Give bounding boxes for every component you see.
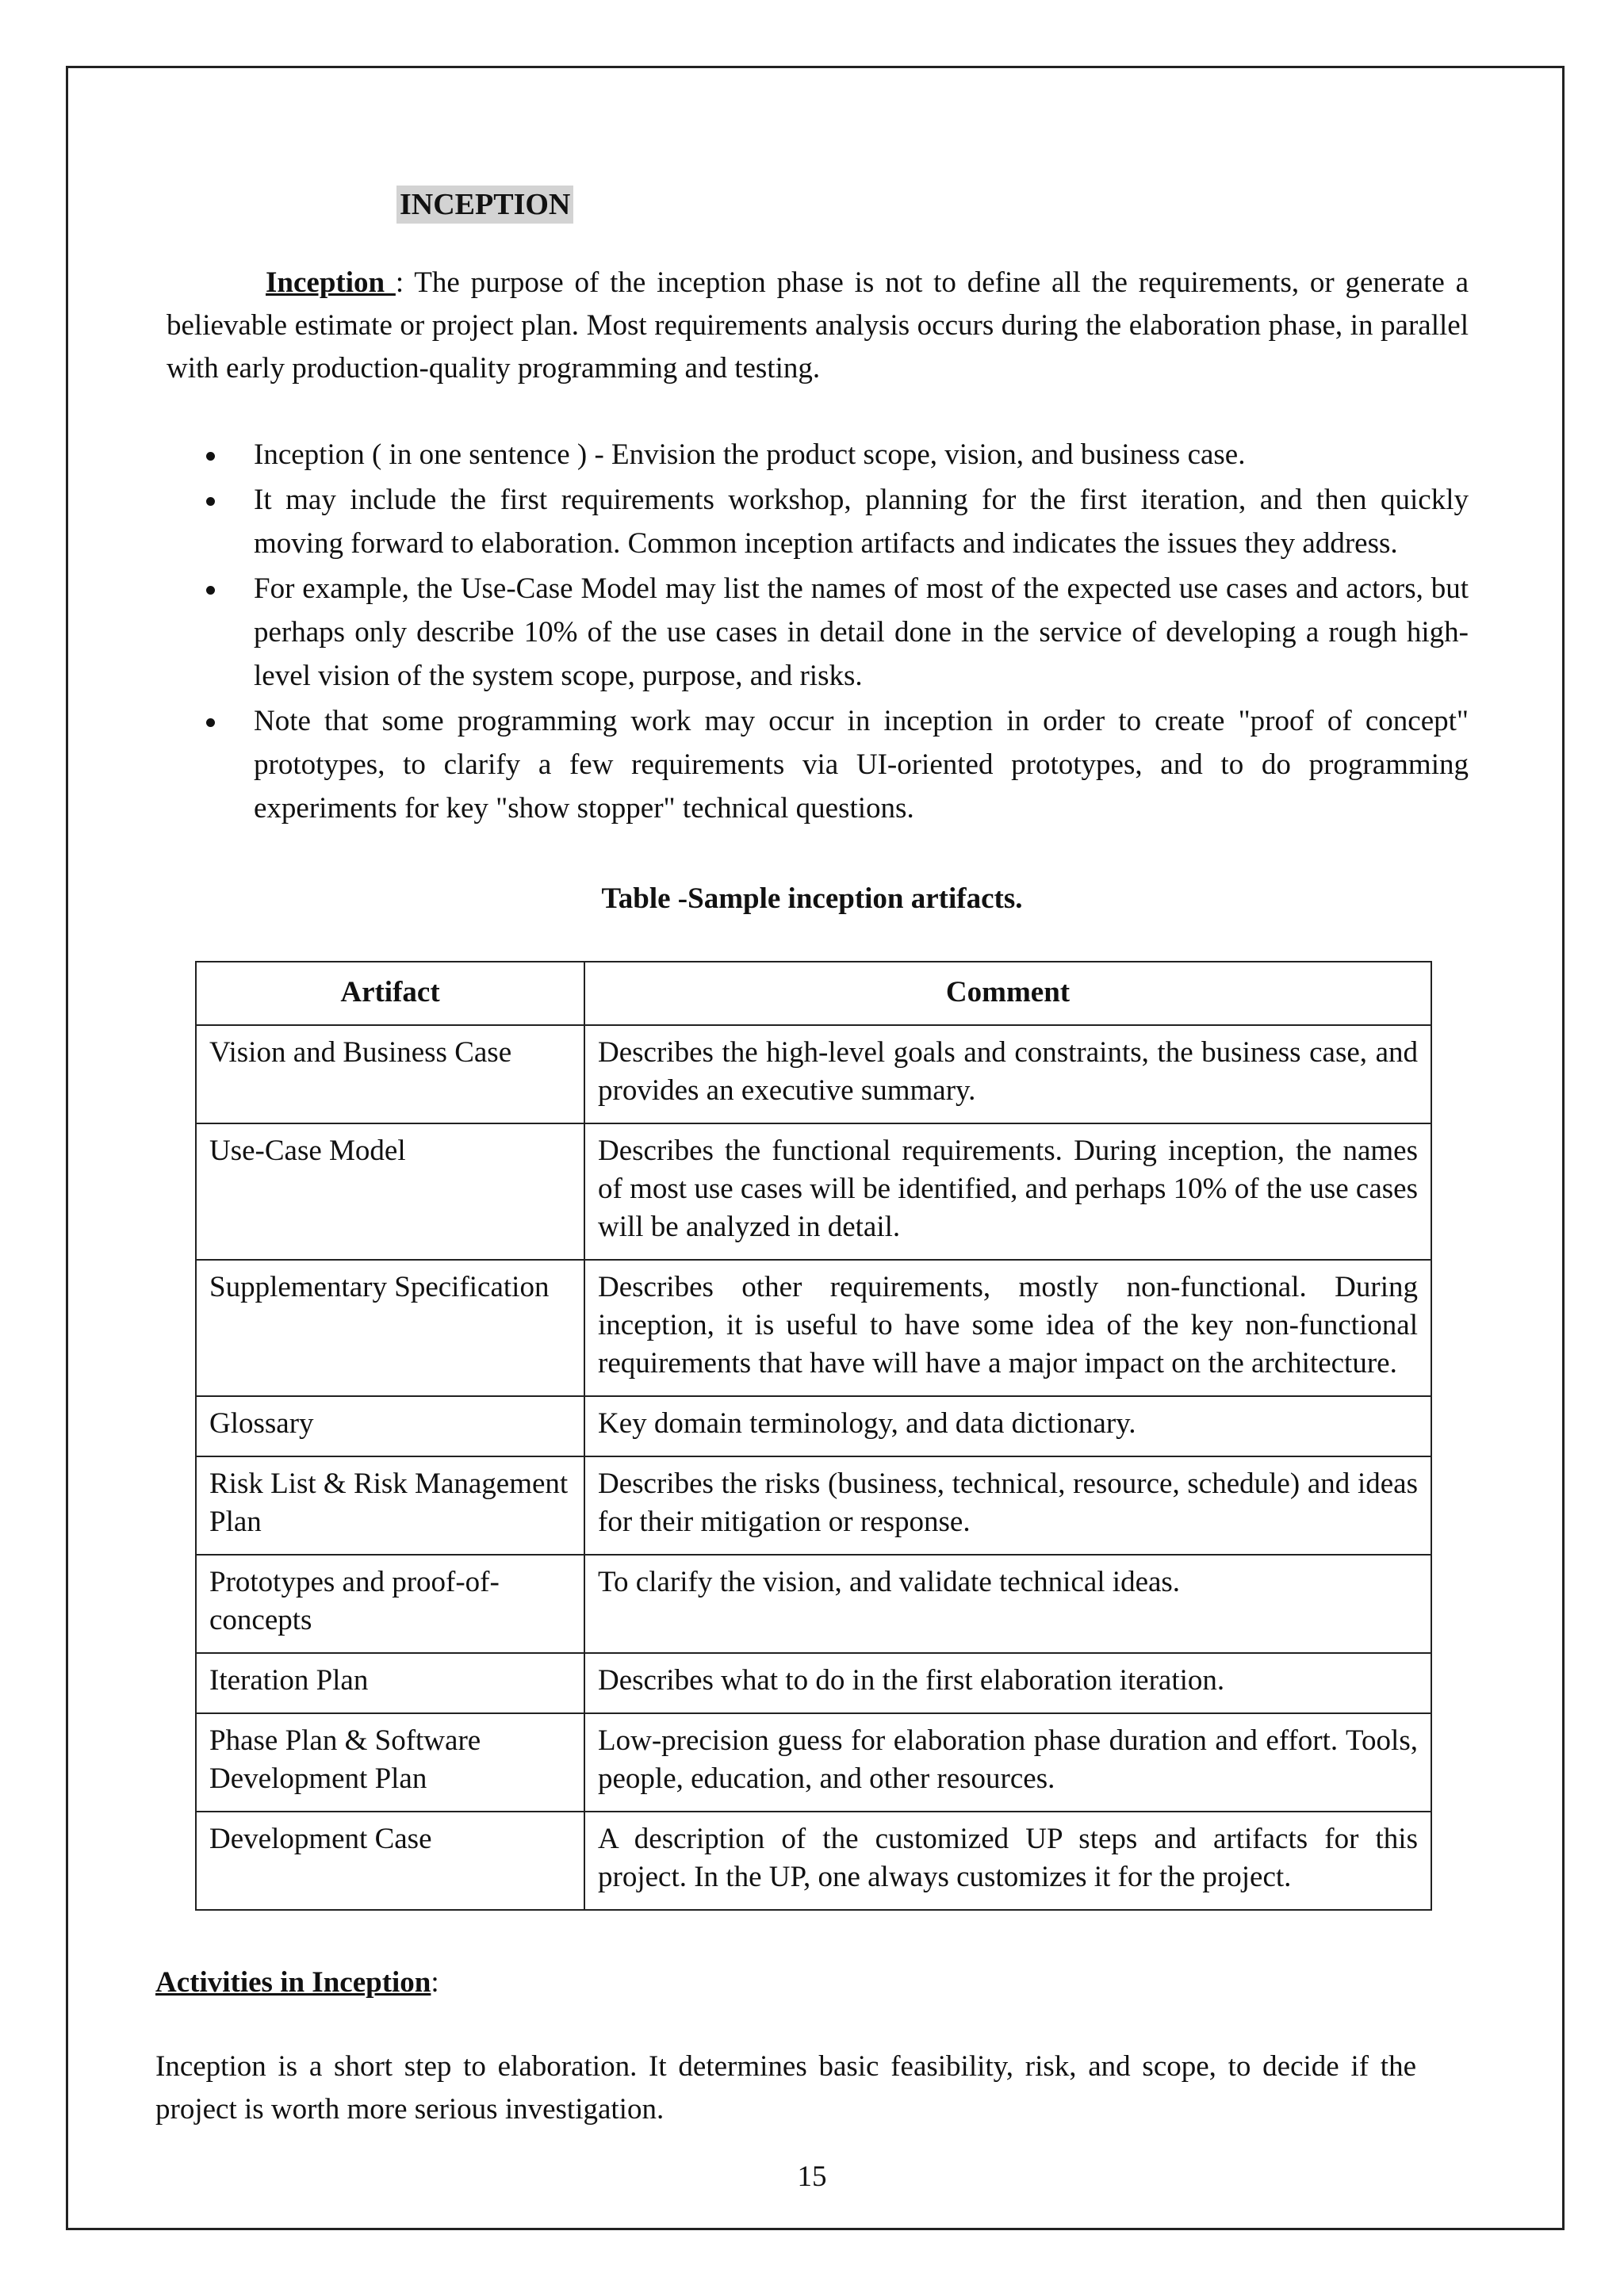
bullet-text: It may include the first requirements workshop, planning for the first iteration, and then quickly moving forward to elaboration. Common inception artifacts and indicates the issues they address.	[254, 484, 1469, 560]
intro-paragraph	[167, 262, 1469, 390]
intro-text: : The purpose of the inception phase is not to define all the requirements, or generate a believable estimate or project plan. Most requirements analysis occurs during the elaboration phase, in parallel with early production-quality programming and testing.	[167, 266, 1469, 385]
comment-cell: Describes what to do in the first elaboration iteration.	[584, 1653, 1431, 1713]
bullet-item	[167, 567, 1469, 698]
artifact-cell: Prototypes and proof-of-concepts	[196, 1555, 584, 1653]
bullet-icon	[206, 718, 215, 727]
comment-cell: Describes the high-level goals and constraints, the business case, and provides an executive summary.	[584, 1025, 1431, 1123]
comment-cell: Describes the risks (business, technical, resource, schedule) and ideas for their mitigation or response.	[584, 1456, 1431, 1555]
bullet-text: For example, the Use-Case Model may list the names of most of the expected use cases and actors, but perhaps only describe 10% of the use cases in detail done in the service of developing a rough high-level vision of the system scope, purpose, and risks.	[254, 572, 1469, 692]
bullet-icon	[206, 497, 215, 506]
table-row	[196, 1456, 1431, 1555]
section-heading: INCEPTION	[396, 186, 573, 224]
table-row	[196, 1396, 1431, 1456]
table-row	[196, 1713, 1431, 1812]
activities-title-suffix: :	[431, 1966, 439, 1999]
bullet-item	[167, 478, 1469, 565]
comment-cell: Low-precision guess for elaboration phase duration and effort. Tools, people, education, and other resources.	[584, 1713, 1431, 1812]
table-row	[196, 1555, 1431, 1653]
bullet-item	[167, 433, 1469, 476]
artifact-cell: Risk List & Risk Management Plan	[196, 1456, 584, 1555]
table-caption: Table -Sample inception artifacts.	[601, 882, 1023, 915]
bullet-item	[167, 699, 1469, 830]
artifact-cell: Development Case	[196, 1812, 584, 1910]
bullet-text: Note that some programming work may occur in inception in order to create "proof of concept" prototypes, to clarify a few requirements via UI-oriented prototypes, and to do programming experiments for key "show stopper" technical questions.	[254, 705, 1469, 825]
header-artifact: Artifact	[196, 962, 584, 1025]
header-comment: Comment	[584, 962, 1431, 1025]
comment-cell: Key domain terminology, and data dictionary.	[584, 1396, 1431, 1456]
table-row	[196, 1653, 1431, 1713]
comment-cell: A description of the customized UP steps and artifacts for this project. In the UP, one always customizes it for the project.	[584, 1812, 1431, 1910]
comment-cell: Describes the functional requirements. During inception, the names of most use cases will be identified, and perhaps 10% of the use cases will be analyzed in detail.	[584, 1123, 1431, 1260]
artifact-cell: Use-Case Model	[196, 1123, 584, 1260]
activities-title: Activities in Inception	[155, 1966, 431, 1999]
bullet-icon	[206, 452, 215, 461]
comment-cell: To clarify the vision, and validate technical ideas.	[584, 1555, 1431, 1653]
artifact-cell: Supplementary Specification	[196, 1260, 584, 1396]
artifact-cell: Glossary	[196, 1396, 584, 1456]
page-number: 15	[797, 2160, 827, 2193]
artifact-cell: Vision and Business Case	[196, 1025, 584, 1123]
artifacts-table	[195, 961, 1432, 1911]
table-row	[196, 1025, 1431, 1123]
bullet-list	[167, 433, 1469, 832]
table-row	[196, 1123, 1431, 1260]
table-row	[196, 1260, 1431, 1396]
comment-cell: Describes other requirements, mostly non-functional. During inception, it is useful to have some idea of the key non-functional requirements that have will have a major impact on the architecture.	[584, 1260, 1431, 1396]
table-row	[196, 1812, 1431, 1910]
artifact-cell: Phase Plan & Software Development Plan	[196, 1713, 584, 1812]
activities-paragraph: Inception is a short step to elaboration. It determines basic feasibility, risk, and scope, to decide if the project is worth more serious investigation.	[155, 2050, 1416, 2126]
artifact-cell: Iteration Plan	[196, 1653, 584, 1713]
bullet-text: Inception ( in one sentence ) - Envision the product scope, vision, and business case.	[254, 438, 1246, 471]
bullet-icon	[206, 586, 215, 595]
intro-label: Inception	[266, 266, 396, 299]
table-header-row	[196, 962, 1431, 1025]
activities-heading	[155, 1963, 439, 2003]
